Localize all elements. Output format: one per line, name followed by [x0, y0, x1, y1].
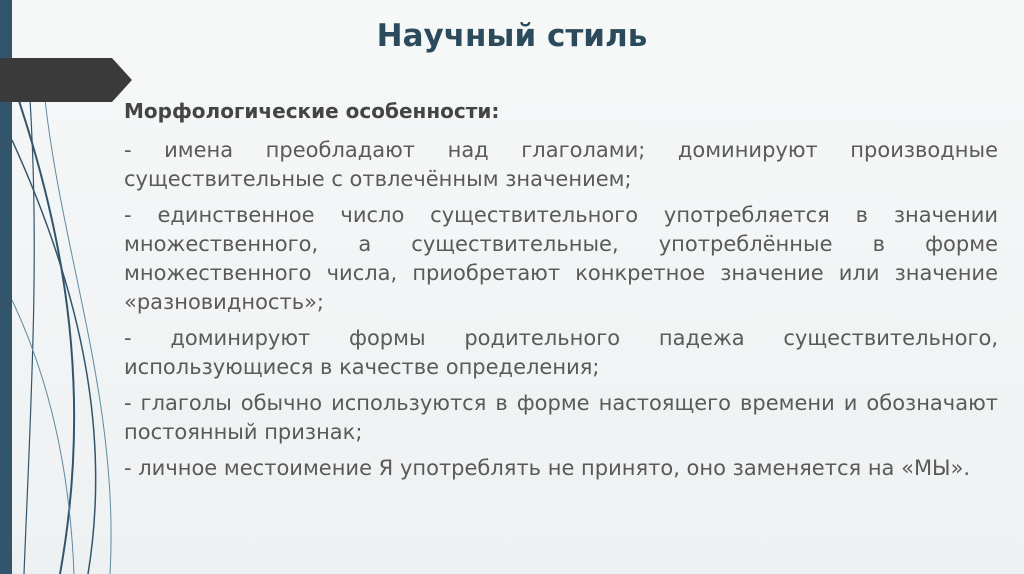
slide-title: Научный стиль — [376, 18, 648, 54]
list-item: - личное местоимение Я употреблять не принято, оно заменяется на «МЫ». — [124, 456, 971, 480]
list-item: - единственное число существительного употребляется в значении множественного, а существительные, употреблённые в форме множественного числа, приобретают конкретное значение или значение «разновидность»; — [124, 203, 998, 314]
section-heading: Морфологические особенности: — [124, 99, 500, 123]
title-arrow-tab — [0, 58, 134, 102]
list-item: - доминируют формы родительного падежа существительного, использующиеся в качестве определения; — [124, 326, 998, 379]
list-item: - имена преобладают над глаголами; доминируют производные существительные с отвлечённым значением; — [124, 138, 998, 191]
list-item: - глаголы обычно используются в форме настоящего времени и обозначают постоянный признак; — [124, 391, 998, 444]
slide-content — [124, 96, 998, 490]
